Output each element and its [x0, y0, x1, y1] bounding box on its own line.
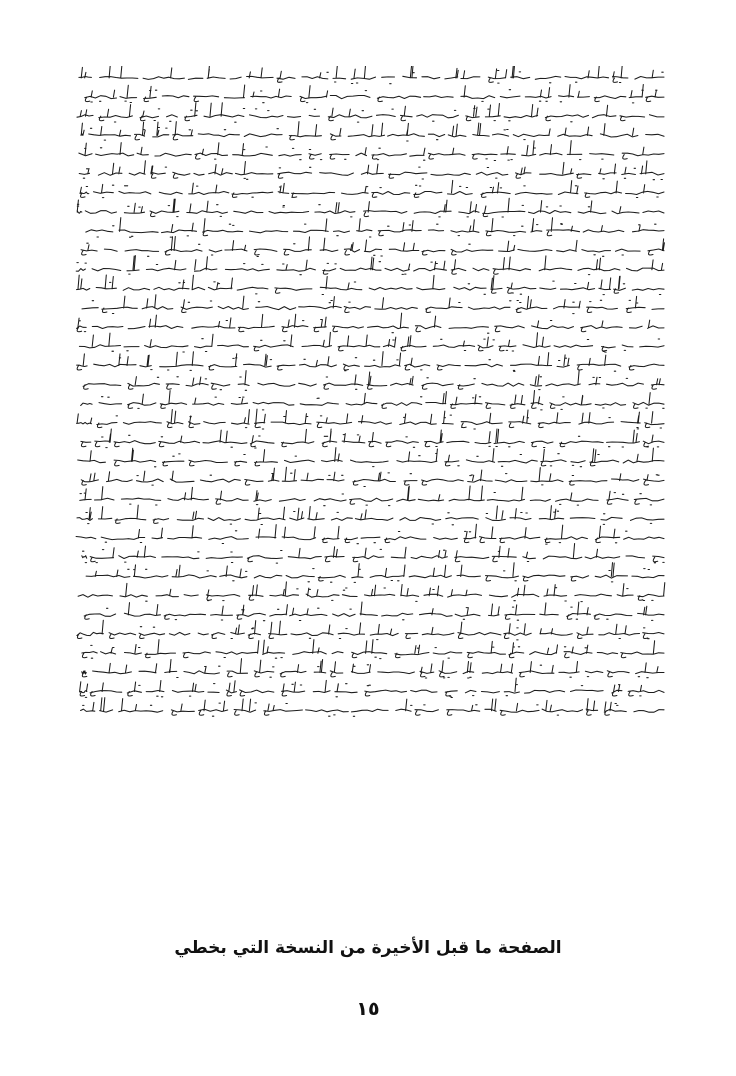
handwriting-stroke	[77, 103, 664, 123]
manuscript-line	[78, 448, 664, 467]
handwriting-stroke	[81, 429, 664, 448]
handwriting-stroke	[79, 141, 664, 161]
handwriting-stroke	[80, 678, 664, 697]
handwriting-stroke	[81, 467, 664, 486]
manuscript-line	[82, 544, 664, 564]
manuscript-line	[81, 391, 664, 410]
handwriting-stroke	[79, 66, 664, 84]
handwriting-stroke	[85, 85, 664, 103]
manuscript-line	[77, 620, 664, 640]
handwriting-stroke	[79, 161, 664, 180]
handwriting-stroke	[86, 563, 664, 583]
manuscript-line	[81, 467, 664, 486]
handwriting-stroke	[83, 371, 664, 391]
handwriting-stroke	[80, 180, 664, 197]
manuscript-line	[82, 295, 664, 314]
manuscript-line	[81, 122, 664, 141]
manuscript-line	[82, 659, 664, 678]
handwriting-stroke	[81, 237, 664, 257]
handwriting-stroke	[82, 295, 664, 314]
manuscript-line	[79, 66, 664, 84]
handwriting-stroke	[81, 698, 664, 717]
manuscript-image	[74, 66, 666, 718]
manuscript-line	[79, 161, 664, 180]
manuscript-line	[81, 429, 664, 448]
manuscript-line	[77, 275, 665, 295]
manuscript-line	[83, 371, 664, 391]
handwriting-stroke	[79, 332, 664, 352]
manuscript-line	[78, 582, 665, 602]
manuscript-line	[77, 313, 664, 333]
handwriting-stroke	[78, 582, 665, 602]
manuscript-line	[86, 563, 664, 583]
manuscript-handwriting	[74, 66, 666, 718]
manuscript-line	[77, 103, 664, 123]
handwriting-stroke	[84, 602, 664, 621]
manuscript-line	[81, 237, 664, 257]
handwriting-stroke	[82, 640, 664, 659]
figure-caption: الصفحة ما قبل الأخيرة من النسخة التي بخطي	[174, 938, 562, 958]
handwriting-stroke	[77, 275, 665, 295]
handwriting-stroke	[82, 659, 664, 678]
manuscript-line	[77, 352, 664, 372]
manuscript-line	[79, 332, 664, 352]
handwriting-stroke	[77, 313, 664, 333]
manuscript-line	[86, 218, 664, 238]
manuscript-line	[77, 505, 664, 525]
page-number: ١٥	[356, 998, 380, 1020]
handwriting-stroke	[76, 524, 664, 544]
handwriting-stroke	[86, 218, 664, 238]
handwriting-stroke	[78, 448, 664, 467]
handwriting-stroke	[77, 409, 664, 429]
handwriting-stroke	[80, 486, 664, 506]
handwriting-stroke	[77, 620, 664, 640]
manuscript-line	[84, 602, 664, 621]
manuscript-line	[76, 256, 664, 275]
handwriting-stroke	[77, 198, 664, 217]
manuscript-line	[80, 486, 664, 506]
manuscript-line	[81, 698, 664, 717]
handwriting-stroke	[77, 505, 664, 525]
manuscript-line	[76, 524, 664, 544]
manuscript-line	[80, 678, 664, 697]
manuscript-line	[85, 85, 664, 103]
manuscript-line	[79, 141, 664, 161]
handwriting-stroke	[77, 352, 664, 372]
manuscript-line	[80, 180, 664, 197]
manuscript-line	[82, 640, 664, 659]
handwriting-stroke	[82, 544, 664, 564]
manuscript-line	[77, 198, 664, 217]
handwriting-stroke	[81, 391, 664, 410]
manuscript-line	[77, 409, 664, 429]
handwriting-stroke	[81, 122, 664, 141]
handwriting-stroke	[76, 256, 664, 275]
